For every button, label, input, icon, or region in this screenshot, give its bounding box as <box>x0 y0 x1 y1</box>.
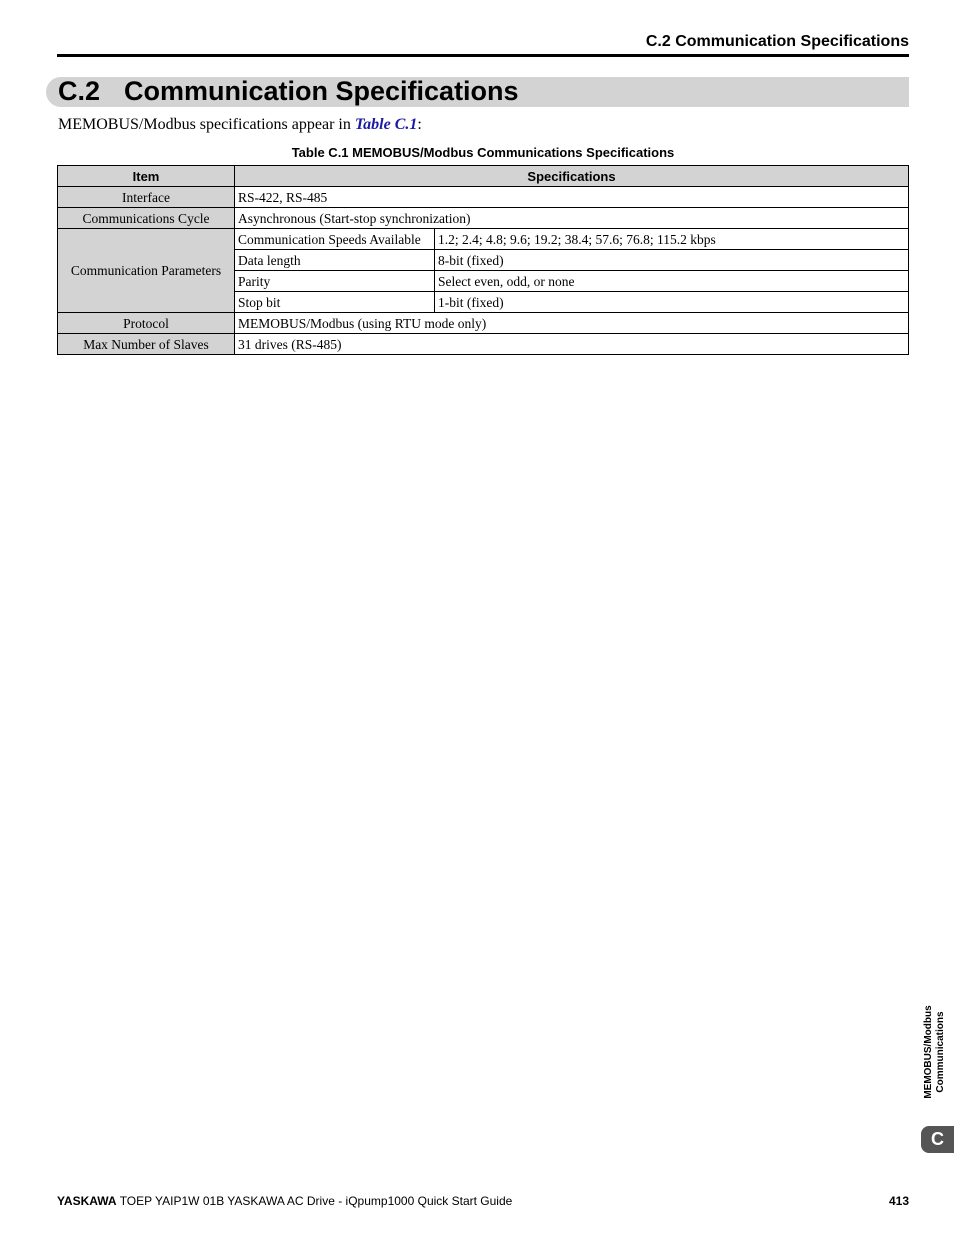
section-number: C.2 <box>58 76 101 106</box>
row-item: Max Number of Slaves <box>58 334 235 355</box>
intro-text: MEMOBUS/Modbus specifications appear in <box>58 116 355 133</box>
header-rule <box>57 54 909 57</box>
sub-item: Stop bit <box>235 292 435 313</box>
table-row <box>58 187 909 208</box>
row-item: Interface <box>58 187 235 208</box>
intro-paragraph <box>58 116 422 134</box>
table-row <box>58 208 909 229</box>
table-caption: Table C.1 MEMOBUS/Modbus Communications Specifications <box>291 145 675 160</box>
row-value: RS-422, RS-485 <box>235 187 909 208</box>
row-item: Communication Parameters <box>58 229 235 313</box>
table-header-row <box>58 166 909 187</box>
table-row <box>58 229 909 250</box>
sub-item: Parity <box>235 271 435 292</box>
section-title <box>58 76 519 107</box>
spec-table <box>57 165 909 355</box>
table-row <box>58 313 909 334</box>
chapter-side-label <box>922 998 948 1108</box>
footer-document <box>57 1194 512 1208</box>
row-value: 31 drives (RS-485) <box>235 334 909 355</box>
sub-item: Data length <box>235 250 435 271</box>
side-label-line1: MEMOBUS/Modbus <box>923 1005 934 1099</box>
side-label-line2: Communications <box>935 1011 946 1093</box>
sub-value: 8-bit (fixed) <box>435 250 909 271</box>
sub-value: 1-bit (fixed) <box>435 292 909 313</box>
table-row <box>58 334 909 355</box>
footer-doc-title: TOEP YAIP1W 01B YASKAWA AC Drive - iQpump1000 Quick Start Guide <box>116 1194 513 1208</box>
table-reference-link[interactable]: Table C.1 <box>354 116 418 133</box>
running-header: C.2 Communication Specifications <box>645 33 909 50</box>
header-item: Item <box>58 166 235 187</box>
page-number: 413 <box>888 1194 909 1208</box>
row-value: Asynchronous (Start-stop synchronization) <box>235 208 909 229</box>
chapter-tab[interactable]: C <box>921 1126 954 1153</box>
sub-value: 1.2; 2.4; 4.8; 9.6; 19.2; 38.4; 57.6; 76.8; 115.2 kbps <box>435 229 909 250</box>
header-specifications: Specifications <box>235 166 909 187</box>
footer-brand: YASKAWA <box>57 1194 117 1208</box>
sub-value: Select even, odd, or none <box>435 271 909 292</box>
row-value: MEMOBUS/Modbus (using RTU mode only) <box>235 313 909 334</box>
intro-suffix: : <box>417 116 422 133</box>
sub-item: Communication Speeds Available <box>235 229 435 250</box>
section-heading: Communication Specifications <box>124 76 519 106</box>
row-item: Communications Cycle <box>58 208 235 229</box>
row-item: Protocol <box>58 313 235 334</box>
